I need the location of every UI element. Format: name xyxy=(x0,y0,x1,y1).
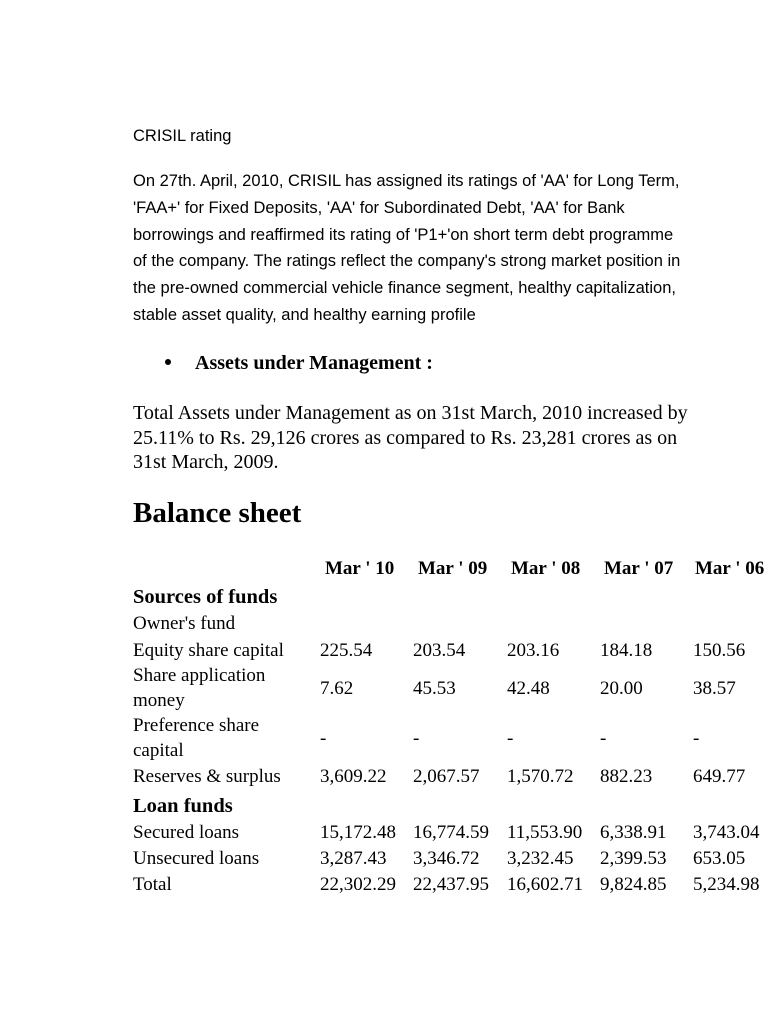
row-label-preference-share: Preference share xyxy=(133,715,260,736)
table-cell: 6,338.91 xyxy=(600,822,667,843)
paragraph-line: borrowings and reaffirmed its rating of 'P1+'on short term debt programme xyxy=(133,225,674,244)
table-cell: - xyxy=(320,728,327,749)
table-cell: 5,234.98 xyxy=(693,874,760,895)
column-header: Mar ' 08 xyxy=(511,558,581,579)
crisil-rating-heading: CRISIL rating xyxy=(133,127,232,145)
table-cell: 2,067.57 xyxy=(413,766,480,787)
column-header: Mar ' 09 xyxy=(418,558,488,579)
paragraph-line: 25.11% to Rs. 29,126 crores as compared to Rs. 23,281 crores as on xyxy=(133,426,678,449)
paragraph-line: the pre-owned commercial vehicle finance segment, healthy capitalization, xyxy=(133,279,676,298)
row-label-reserves: Reserves & surplus xyxy=(133,766,281,787)
balance-sheet-title: Balance sheet xyxy=(133,497,302,529)
table-cell: 2,399.53 xyxy=(600,848,667,869)
table-cell: 3,743.04 xyxy=(693,822,760,843)
table-cell: - xyxy=(600,728,607,749)
section-heading-loans: Loan funds xyxy=(133,795,233,817)
table-cell: 1,570.72 xyxy=(507,766,574,787)
table-cell: 3,287.43 xyxy=(320,848,387,869)
table-cell: 649.77 xyxy=(693,766,746,787)
row-label-preference-share: capital xyxy=(133,740,184,761)
column-header: Mar ' 10 xyxy=(325,558,395,579)
row-label-share-application: Share application xyxy=(133,665,266,686)
paragraph-line: On 27th. April, 2010, CRISIL has assigned its ratings of 'AA' for Long Term, xyxy=(133,172,680,190)
row-label-total: Total xyxy=(133,874,172,895)
row-label-owners-fund: Owner's fund xyxy=(133,613,236,634)
table-cell: 3,609.22 xyxy=(320,766,387,787)
table-cell: - xyxy=(507,728,514,749)
table-cell: 22,302.29 xyxy=(320,874,396,895)
table-cell: 16,602.71 xyxy=(507,874,583,895)
table-cell: 7.62 xyxy=(320,678,354,699)
column-header: Mar ' 06 xyxy=(695,558,765,579)
aum-bullet-heading: Assets under Management : xyxy=(195,352,433,374)
paragraph-line: 31st March, 2009. xyxy=(133,451,279,473)
table-cell: 20.00 xyxy=(600,678,643,699)
paragraph-line: Total Assets under Management as on 31st March, 2010 increased by xyxy=(133,402,688,424)
table-cell: 22,437.95 xyxy=(413,874,489,895)
table-cell: 203.16 xyxy=(507,640,560,661)
column-header: Mar ' 07 xyxy=(604,558,674,579)
table-cell: 150.56 xyxy=(693,640,746,661)
table-cell: 15,172.48 xyxy=(320,822,396,843)
table-cell: 653.05 xyxy=(693,848,746,869)
table-cell: - xyxy=(693,728,700,749)
table-cell: 16,774.59 xyxy=(413,822,489,843)
table-cell: 11,553.90 xyxy=(507,822,583,843)
table-cell: 3,232.45 xyxy=(507,848,574,869)
table-cell: 184.18 xyxy=(600,640,653,661)
row-label-share-application: money xyxy=(133,690,185,711)
table-cell: 3,346.72 xyxy=(413,848,480,869)
row-label-equity: Equity share capital xyxy=(133,640,284,661)
table-cell: 9,824.85 xyxy=(600,874,667,895)
table-cell: 45.53 xyxy=(413,678,456,699)
paragraph-line: 'FAA+' for Fixed Deposits, 'AA' for Subordinated Debt, 'AA' for Bank xyxy=(133,198,625,217)
table-cell: 38.57 xyxy=(693,678,736,699)
table-cell: 42.48 xyxy=(507,678,550,699)
section-heading-sources: Sources of funds xyxy=(133,586,278,608)
table-cell: 225.54 xyxy=(320,640,373,661)
row-label-unsecured-loans: Unsecured loans xyxy=(133,848,260,869)
table-cell: 203.54 xyxy=(413,640,466,661)
table-cell: - xyxy=(413,728,420,749)
table-cell: 882.23 xyxy=(600,766,653,787)
paragraph-line: stable asset quality, and healthy earning profile xyxy=(133,305,476,324)
paragraph-line: of the company. The ratings reflect the company's strong market position in xyxy=(133,252,681,271)
row-label-secured-loans: Secured loans xyxy=(133,822,240,843)
